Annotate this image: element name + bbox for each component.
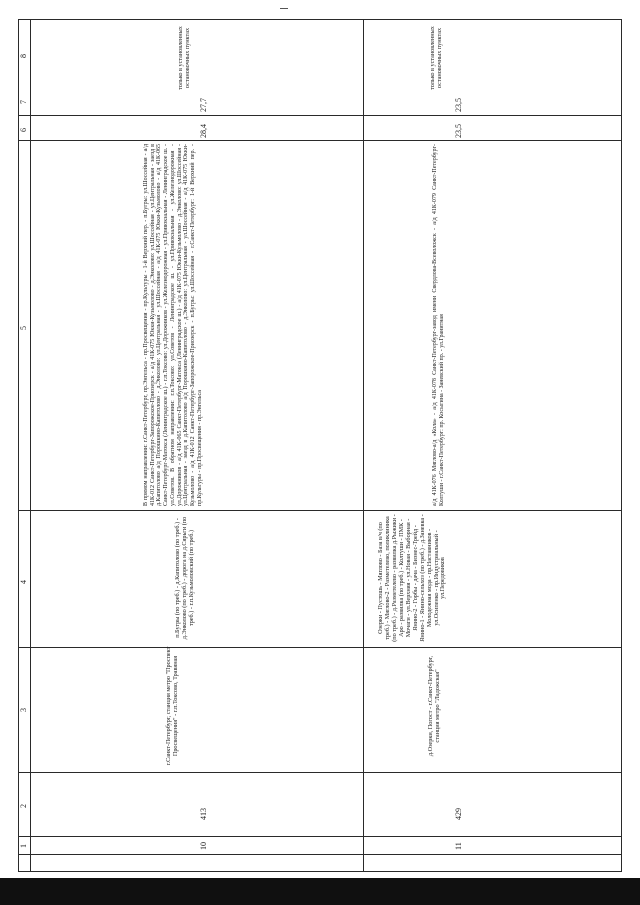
boarding-rule: только в установленных остановочных пунктах [429,26,443,90]
length-forward: 23,5 [454,124,463,138]
table-border-right [621,19,622,872]
column-divider [18,647,622,648]
column-divider [18,115,622,116]
column-header-1: 1 [19,844,28,848]
length-back: 27,7 [199,98,208,112]
route-stops: п.Бугры (по треб.) - д.Капитолово (по треб.) - д.Энколово (по треб.) - дорога на д.Сярьги (по треб.) - г.п.Кузьмоловский (по треб.) [174,516,195,640]
column-divider [18,854,622,855]
column-header-6: 6 [19,128,28,132]
column-header-5: 5 [19,326,28,330]
column-divider [18,510,622,511]
length-back: 23,5 [454,98,463,112]
table-border-bottom [18,871,622,872]
table-border-top [18,19,622,20]
route-endpoints: д.Озерки, Погост - г.Санкт-Петербург, станция метро "Ладожская" [427,655,441,757]
route-endpoints: г.Санкт-Петербург, станция метро "Проспект Просвещения" - г.п.Токсово, Травяная [165,646,179,766]
column-divider [18,140,622,141]
column-header-2: 2 [19,804,28,808]
row-number: 11 [454,842,463,850]
boarding-rule: только в установленных остановочных пунктах [177,26,191,90]
scan-mark [280,8,288,9]
route-number: 429 [454,808,463,820]
length-forward: 28,4 [199,124,208,138]
route-number: 413 [199,808,208,820]
column-header-3: 3 [19,708,28,712]
scanner-edge-bar [0,878,640,905]
column-header-8: 8 [19,54,28,58]
route-path: В прямом направлении: г.Санкт-Петербург, пр.Энгельса - пр.Просвещения - пр.Культуры - 1-й Верхний пер. - п.Бугры: ул.Шоссейная - а/д 41К-012 Санкт-Петербург-Запорожское-Приозерск - а/д 41К-075 Юкки-Кузьмолово - д.Энколово: ул.Шоссейная - ул.Центральная - заезд в д.Капитолово а/д Порошкино-Капитолово - д.Энколово: ул.Центральная - ул.Шоссейная - а/д 41К-075 Юкки-Кузьмолово - а/д 41К-065 Санкт-Петербург-Матокса (Ленинградское ш.) - г.п.Токсово: ул.Дорожников - ул.Железнодорожная - ул.Привокзальная - Ленинградское ш. - ул.Советов. В обратном направлении: г.п.Токсово: ул.Советов - Ленинградское ш. - ул.Привокзальная - ул.Железнодорожная - ул.Дорожников - а/д 41К-065 Санкт-Петербург-Матокса (Ленинградское ш.) - а/д 41К-075 Юкки-Кузьмолово - д.Энколово: ул.Шоссейная - ул.Центральная - заезд в д.Капитолово а/д Порошкино-Капитолово - д.Энколово: ул.Центральная - ул.Шоссейная - а/д 41К-075 Юкки-Кузьмолово - а/д 41К-012 Санкт-Петербург-Запорожское-Приозерск - п.Бугры: ул.Шоссейная - г.Санкт-Петербург: 1-й Верхний пер. - пр.Культуры - пр.Просвещения - пр.Энгельса [143,144,203,506]
column-header-7: 7 [19,100,28,104]
column-header-4: 4 [19,580,28,584]
column-divider [18,772,622,773]
column-divider [18,836,622,837]
table-border-left [18,19,19,872]
route-path: а/д 41К-076 Мяглово-а/д «Кола» - а/д 41К-078 Санкт-Петербург-завод имени Свердлова-Всеволожск - а/д 41К-079 Санкт-Петербург-Колтуши - г.Санкт-Петербург: пр. Косыгина - Заневский пр. - ул.Гранитная [432,144,445,506]
row-number: 10 [199,842,208,850]
route-stops: Озерки - Пустошь - Мяглово - База в/ч (по треб.) - Мяглово-2 - Разметелево, поликлиника (по треб.) - д.Разметелево - развилка д.Рыжики - Аро - развилка (по треб.) - Колтуши - ПМК - Мочаги - ул.Верхняя - ул.Новая - Выборная - Янино-2 - Горбы - дача - Бизнес-Трейд - Янино-1 - Янино-сельхоз (по треб.) - д.Заневка - Молодежная мода - пр.Наставников - ул.Осипенко - пр.Индустриальный - ул.Передовиков [377,514,447,642]
row-divider [30,19,31,872]
row-divider [363,19,364,872]
